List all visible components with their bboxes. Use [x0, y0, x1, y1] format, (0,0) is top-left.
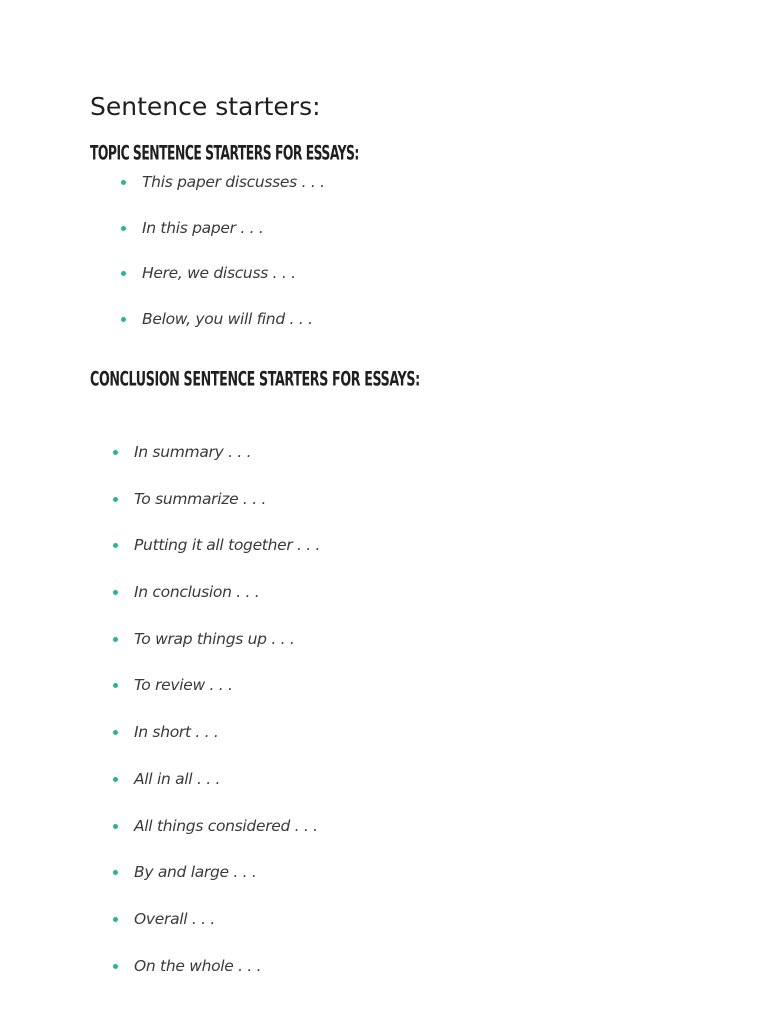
list-item	[142, 217, 325, 263]
list-item-text: This paper discusses . . .	[142, 173, 325, 191]
list-item-text: Overall . . .	[134, 909, 216, 928]
bullet-icon	[113, 450, 118, 455]
list-item	[134, 721, 320, 768]
list-item	[134, 674, 320, 721]
bullet-icon	[113, 683, 118, 688]
list-item	[134, 768, 320, 815]
bullet-icon	[113, 497, 118, 502]
list-item-text: In short . . .	[134, 723, 219, 742]
bullet-icon	[113, 543, 118, 548]
bullet-icon	[113, 824, 118, 829]
list-item-text: To summarize . . .	[134, 489, 267, 508]
list-item	[134, 815, 320, 862]
conclusion-starters-list	[134, 441, 320, 1001]
list-item	[134, 534, 320, 581]
list-item-text: To review . . .	[134, 676, 233, 695]
list-item	[134, 955, 320, 1002]
bullet-icon	[113, 777, 118, 782]
topic-section-heading: TOPIC SENTENCE STARTERS FOR ESSAYS:	[90, 141, 359, 165]
list-item-text: Below, you will find . . .	[142, 309, 313, 328]
list-item-text: By and large . . .	[134, 863, 257, 882]
list-item	[134, 908, 320, 955]
list-item	[134, 581, 320, 628]
bullet-icon	[121, 271, 126, 276]
bullet-icon	[113, 590, 118, 595]
bullet-icon	[113, 917, 118, 922]
bullet-icon	[113, 730, 118, 735]
list-item-text: Putting it all together . . .	[134, 536, 321, 555]
list-item-text: In conclusion . . .	[134, 583, 260, 602]
bullet-icon	[121, 180, 126, 185]
bullet-icon	[121, 226, 126, 231]
list-item-text: In this paper . . .	[142, 218, 264, 237]
bullet-icon	[121, 317, 126, 322]
list-item-text: Here, we discuss . . .	[142, 264, 296, 282]
list-item-text: All in all . . .	[134, 769, 221, 788]
bullet-icon	[113, 964, 118, 969]
list-item	[134, 628, 320, 675]
list-item	[134, 861, 320, 908]
list-item-text: To wrap things up . . .	[134, 629, 295, 648]
list-item	[142, 262, 325, 308]
list-item-text: All things considered . . .	[134, 816, 318, 835]
page-title: Sentence starters:	[90, 92, 321, 121]
list-item	[142, 308, 325, 354]
list-item-text: In summary . . .	[134, 443, 252, 461]
topic-starters-list	[142, 171, 325, 353]
list-item-text: On the whole . . .	[134, 956, 262, 975]
conclusion-section-heading: CONCLUSION SENTENCE STARTERS FOR ESSAYS:	[90, 367, 420, 391]
list-item	[134, 488, 320, 535]
list-item	[142, 171, 325, 217]
bullet-icon	[113, 870, 118, 875]
list-item	[134, 441, 320, 488]
bullet-icon	[113, 637, 118, 642]
